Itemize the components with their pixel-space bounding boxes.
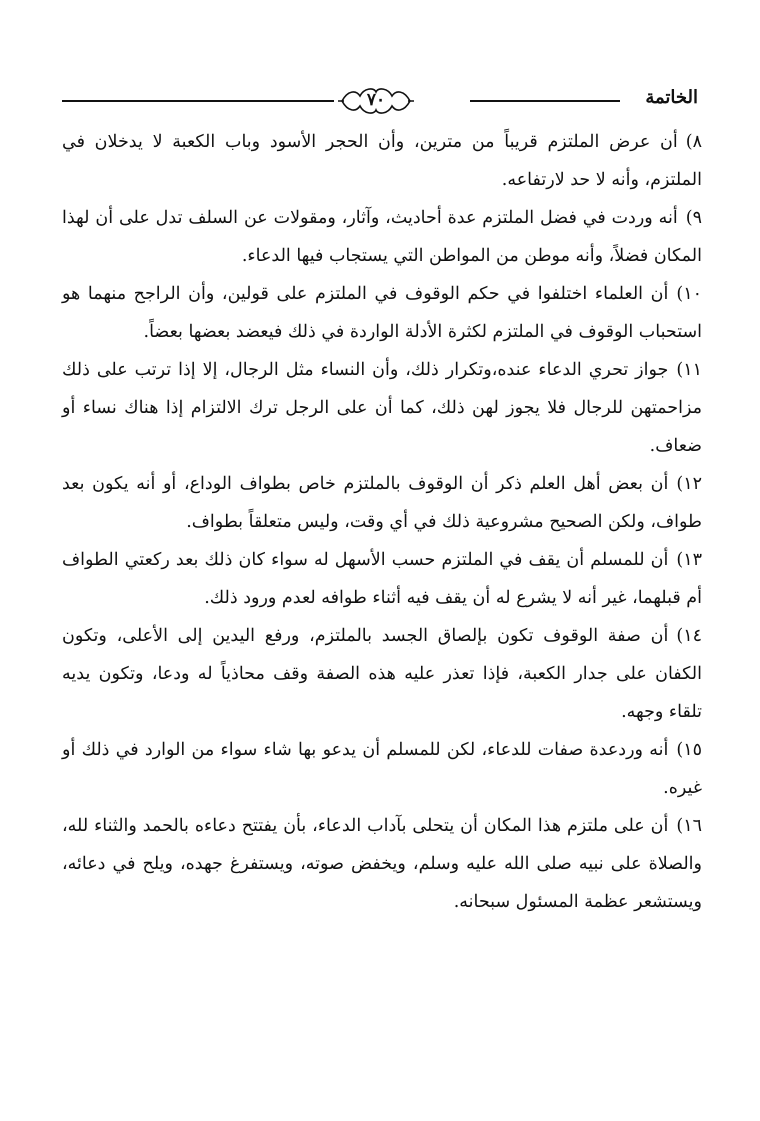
item-text: أن عرض الملتزم قريباً من مترين، وأن الحجر الأسود وباب الكعبة لا يدخلان في الملتزم، وأنه لا حد لارتفاعه. xyxy=(62,132,702,190)
item-text: أنه وردعدة صفات للدعاء، لكن للمسلم أن يدعو بها شاء سواء من الوارد في ذلك أو غيره. xyxy=(62,740,702,798)
list-item xyxy=(62,351,702,465)
list-item xyxy=(62,123,702,199)
list-item xyxy=(62,465,702,541)
header-rule-left xyxy=(62,100,334,102)
chapter-title: الخاتمة xyxy=(645,87,698,108)
item-number: ١٠) xyxy=(676,284,702,304)
item-text: أنه وردت في فضل الملتزم عدة أحاديث، وآثار، ومقولات عن السلف تدل على أن لهذا المكان فضلاً، وأنه موطن من المواطن التي يستجاب فيها الدعاء. xyxy=(62,208,702,266)
item-number: ١٣) xyxy=(676,550,702,570)
item-number: ٨) xyxy=(685,132,702,152)
page-number-ornament xyxy=(338,84,414,118)
item-number: ١٢) xyxy=(676,474,702,494)
list-item xyxy=(62,199,702,275)
item-text: أن بعض أهل العلم ذكر أن الوقوف بالملتزم خاص بطواف الوداع، أو أنه يكون بعد طواف، ولكن الصحيح مشروعية ذلك في أي وقت، وليس متعلقاً بطواف. xyxy=(62,474,702,532)
page-header xyxy=(62,84,698,118)
list-item xyxy=(62,275,702,351)
item-text: أن على ملتزم هذا المكان أن يتحلى بآداب الدعاء، بأن يفتتح دعاءه بالحمد والثناء لله، والصلاة على نبيه صلى الله عليه وسلم، ويخفض صوته، ويستفرغ جهده، ويلح في دعائه، ويستشعر عظمة المسئول سبحانه. xyxy=(62,816,702,912)
list-item xyxy=(62,807,702,921)
conclusion-list xyxy=(62,123,702,921)
item-number: ١١) xyxy=(676,360,702,380)
item-text: أن للمسلم أن يقف في الملتزم حسب الأسهل له سواء كان ذلك بعد ركعتي الطواف أم قبلهما، غير أنه لا يشرع له أن يقف فيه أثناء طوافه لعدم ورود ذلك. xyxy=(62,550,702,608)
header-rule-right xyxy=(470,100,620,102)
item-number: ١٤) xyxy=(676,626,702,646)
item-text: أن العلماء اختلفوا في حكم الوقوف في الملتزم على قولين، وأن الراجح منهما هو استحباب الوقوف في الملتزم لكثرة الأدلة الواردة في ذلك فيعضد بعضها بعضاً. xyxy=(62,284,702,342)
page-number: ٧٠ xyxy=(366,90,386,110)
item-text: أن صفة الوقوف تكون بإلصاق الجسد بالملتزم، ورفع اليدين إلى الأعلى، وتكون الكفان على جدار الكعبة، فإذا تعذر عليه هذه الصفة وقف محاذياً له ودعا، وتكون يديه تلقاء وجهه. xyxy=(62,626,702,722)
list-item xyxy=(62,541,702,617)
list-item xyxy=(62,731,702,807)
item-number: ١٥) xyxy=(676,740,702,760)
item-number: ٩) xyxy=(685,208,702,228)
item-number: ١٦) xyxy=(676,816,702,836)
list-item xyxy=(62,617,702,731)
item-text: جواز تحري الدعاء عنده،وتكرار ذلك، وأن النساء مثل الرجال، إلا إذا ترتب على ذلك مزاحمتهن للرجال فلا يجوز لهن ذلك، كما أن على الرجل ترك الالتزام إذا هناك نساء أو ضعاف. xyxy=(62,360,702,456)
